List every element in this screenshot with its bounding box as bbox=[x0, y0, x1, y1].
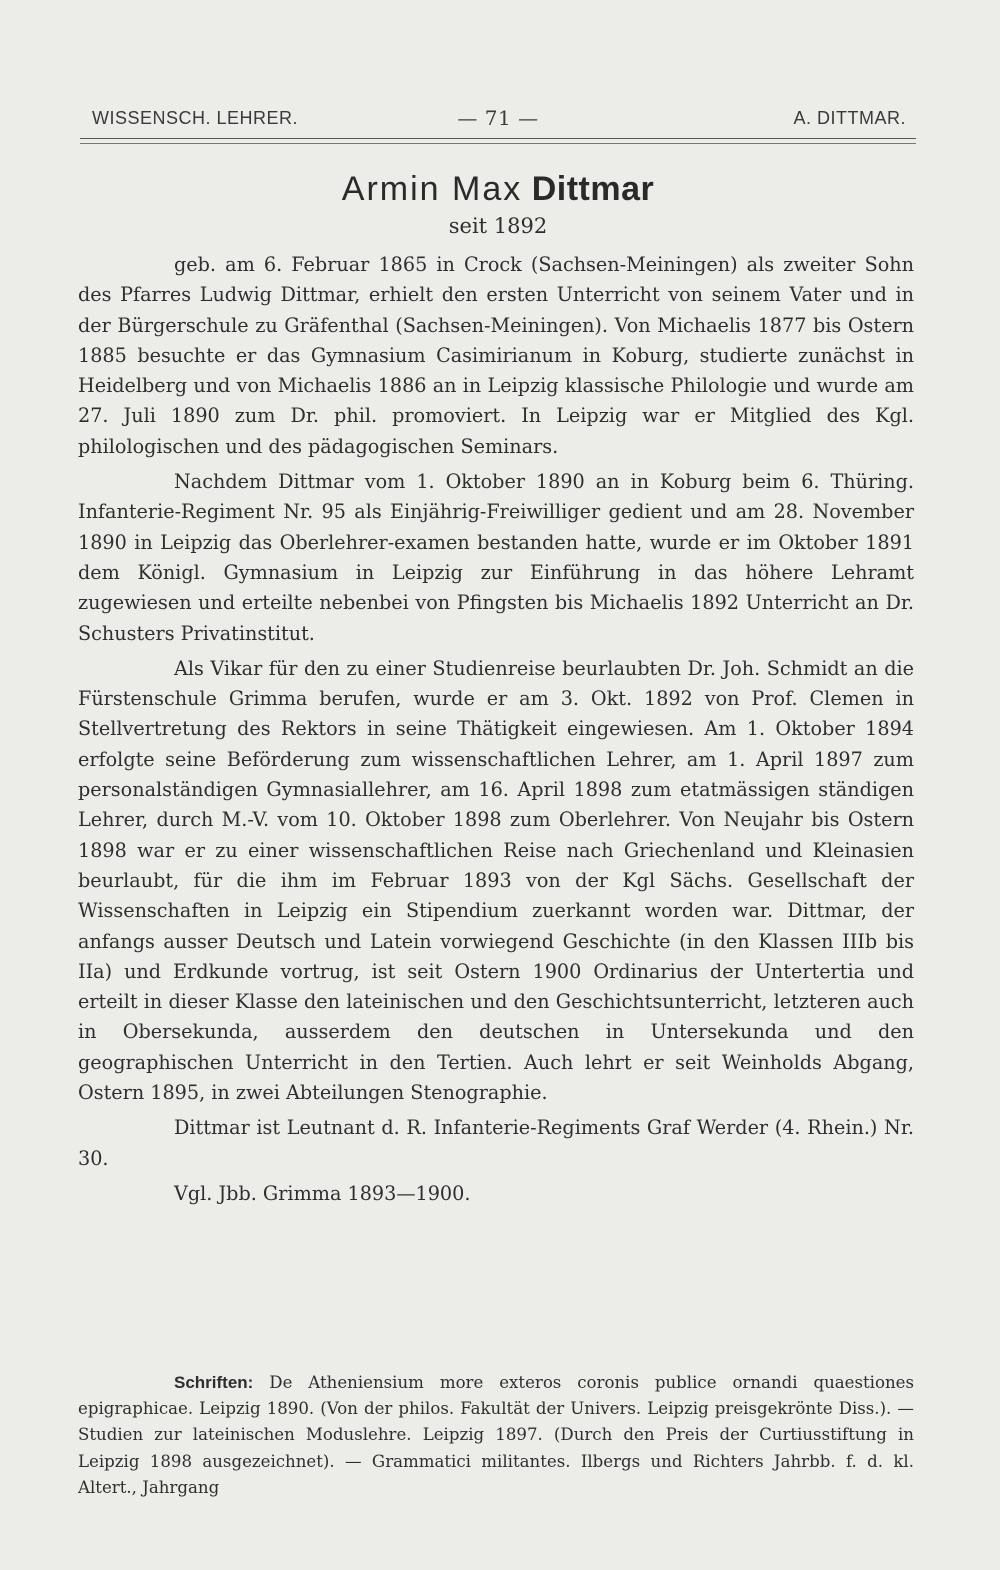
header-section-label: WISSENSCH. LEHRER. bbox=[92, 108, 299, 128]
writings-paragraph bbox=[78, 1370, 914, 1501]
entry-surname: Dittmar bbox=[531, 170, 655, 208]
writings-label: Schriften: bbox=[174, 1373, 254, 1392]
page-number: — 71 — bbox=[457, 106, 539, 130]
entry-since: seit 1892 bbox=[448, 214, 548, 238]
biography-paragraph: Als Vikar für den zu einer Studienreise beurlaubten Dr. Joh. Schmidt an die Fürstenschule Grimma berufen, wurde er am 3. Okt. 1892 von Prof. Clemen in Stellvertretung des Rektors in seine Thätigkeit eingewiesen. Am 1. Oktober 1894 erfolgte seine Beförderung zum wissenschaftlichen Lehrer, am 1. April 1897 zum personalständigen Gymnasiallehrer, am 16. April 1898 zum etatmässigen ständigen Lehrer, durch M.-V. vom 10. Oktober 1898 zum Oberlehrer. Von Neujahr bis Ostern 1898 war er zu einer wissenschaftlichen Reise nach Griechenland und Kleinasien beurlaubt, für die ihm im Februar 1893 von der Kgl Sächs. Gesellschaft der Wissenschaften in Leipzig ein Stipendium zuerkannt worden war. Dittmar, der anfangs ausser Deutsch und Latein vorwiegend Geschichte (in den Klassen IIIb bis IIa) und Erdkunde vortrug, ist seit Ostern 1900 Ordinarius der Untertertia und erteilt in dieser Klasse den lateinischen und den Geschichtsunterricht, letzteren auch in Obersekunda, ausserdem den deutschen in Untersekunda und den geographischen Unterricht in den Tertien. Auch lehrt er seit Weinholds Abgang, Ostern 1895, in zwei Abteilungen Stenographie. bbox=[78, 656, 914, 1105]
biography-paragraph: Dittmar ist Leutnant d. R. Infanterie-Regiments Graf Werder (4. Rhein.) Nr. 30. bbox=[78, 1116, 914, 1170]
writings-section bbox=[78, 1370, 914, 1501]
biography-paragraph: Vgl. Jbb. Grimma 1893—1900. bbox=[174, 1181, 471, 1205]
entry-title bbox=[80, 170, 916, 209]
entry-given-names: Armin Max bbox=[341, 170, 523, 208]
biography-paragraph: geb. am 6. Februar 1865 in Crock (Sachsen-Meiningen) als zweiter Sohn des Pfarres Ludwig Dittmar, erhielt den ersten Unterricht von seinem Vater und in der Bürgerschule zu Gräfenthal (Sachsen-Meiningen). Von Michaelis 1877 bis Ostern 1885 besuchte er das Gymnasium Casimirianum in Koburg, studierte zunächst in Heidelberg und von Michaelis 1886 an in Leipzig klassische Philologie und wurde am 27. Juli 1890 zum Dr. phil. promoviert. In Leipzig war er Mitglied des Kgl. philologischen und des pädagogischen Seminars. bbox=[78, 253, 914, 458]
header-rule-bottom bbox=[80, 143, 916, 144]
biography-text bbox=[78, 250, 914, 1209]
writings-text: De Atheniensium more exteros coronis publice ornandi quaestiones epigraphicae. Leipzig 1890. (Von der philos. Fakultät der Univers. Leipzig preisgekrönte Diss.). — Studien zur lateinischen Moduslehre. Leipzig 1897. (Durch den Preis der Curtiusstiftung in Leipzig 1898 ausgezeichnet). — Grammatici militantes. Ilbergs und Richters Jahrbb. f. d. kl. Altert., Jahrgang bbox=[78, 1373, 915, 1497]
header-rule-top bbox=[80, 138, 916, 139]
running-header bbox=[80, 104, 916, 140]
biography-paragraph: Nachdem Dittmar vom 1. Oktober 1890 an in Koburg beim 6. Thüring. Infanterie-Regiment Nr. 95 als Einjährig-Freiwilliger gedient und am 28. November 1890 in Leipzig das Oberlehrer-examen bestanden hatte, wurde er im Oktober 1891 dem Königl. Gymnasium in Leipzig zur Einführung in das höhere Lehramt zugewiesen und erteilte nebenbei von Pfingsten bis Michaelis 1892 Unterricht an Dr. Schusters Privatinstitut. bbox=[78, 470, 914, 645]
header-name-label: A. DITTMAR. bbox=[793, 108, 906, 128]
